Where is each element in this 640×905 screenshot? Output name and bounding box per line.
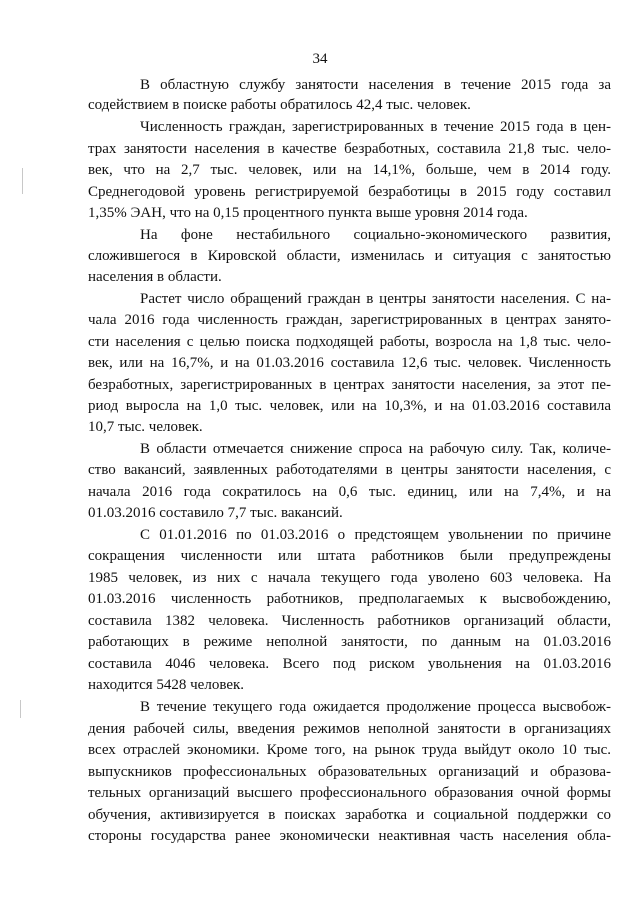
paragraph-line: сложившегося в Кировской области, изменилась и ситуация с занятостью (88, 248, 611, 264)
paragraph-line: начала 2016 года сократилось на 0,6 тыс. единиц, или на 7,4%, и на (88, 484, 611, 500)
paragraph-line: выпускников профессиональных образовательных организаций и образова- (88, 764, 611, 780)
paragraph-line: населения в области. (88, 269, 222, 285)
paragraph-line: 1985 человек, из них с начала текущего года уволено 603 человека. На (88, 570, 611, 586)
paragraph-line: Растет число обращений граждан в центры занятости населения. С на- (140, 291, 611, 307)
paragraph-line: составила 4046 человека. Всего под риском увольнения на 01.03.2016 (88, 656, 611, 672)
paragraph-line: стороны государства ранее экономически неактивная часть населения обла- (88, 828, 611, 844)
paragraph-line: работающих в режиме неполной занятости, по данным на 01.03.2016 (88, 634, 611, 650)
paragraph-line: век, что на 2,7 тыс. человек, или на 14,1%, больше, чем в 2014 году. (88, 162, 611, 178)
paragraph-line: 01.03.2016 численность работников, предполагаемых к высвобождению, (88, 591, 611, 607)
paragraph-line: находится 5428 человек. (88, 677, 245, 693)
paragraph-line: всех отраслей экономики. Кроме того, на рынок труда выйдут около 10 тыс. (88, 742, 611, 758)
paragraph-line: риод выросла на 1,0 тыс. человек, или на 10,3%, и на 01.03.2016 составила (88, 398, 611, 414)
paragraph-line: трах занятости населения в качестве безработных, составила 21,8 тыс. чело- (88, 141, 611, 157)
paragraph-line: 10,7 тыс. человек. (88, 419, 203, 435)
paragraph-line: обучения, активизируется в поисках заработка и социальной поддержки со (88, 807, 611, 823)
scan-artifact (22, 168, 23, 194)
paragraph-line: дения рабочей силы, введения режимов неполной занятости в организациях (88, 721, 611, 737)
paragraph-line: С 01.01.2016 по 01.03.2016 о предстоящем увольнении по причине (140, 527, 611, 543)
paragraph-line: В областную службу занятости населения в течение 2015 года за (140, 77, 611, 93)
paragraph-line: век, или на 16,7%, и на 01.03.2016 составила 12,6 тыс. человек. Численность (88, 355, 611, 371)
paragraph-line: безработных, зарегистрированных в центрах занятости населения, за этот пе- (88, 377, 611, 393)
paragraph-line: чала 2016 года численность граждан, зарегистрированных в центрах занято- (88, 312, 611, 328)
paragraph-line: тельных организаций высшего профессионального образования очной формы (88, 785, 611, 801)
scan-artifact (20, 700, 21, 718)
page-number: 34 (312, 51, 328, 67)
paragraph-line: ство вакансий, заявленных работодателями в центры занятости населения, с (88, 462, 611, 478)
paragraph-line: Численность граждан, зарегистрированных в течение 2015 года в цен- (140, 119, 611, 135)
paragraph-line: Среднегодовой уровень регистрируемой безработицы в 2015 году составил (88, 184, 611, 200)
paragraph-line: В течение текущего года ожидается продолжение процесса высвобож- (140, 699, 611, 715)
paragraph-line: составила 1382 человека. Численность работников организаций области, (88, 613, 611, 629)
paragraph-line: сокращения численности или штата работников были предупреждены (88, 548, 611, 564)
paragraph-line: содействием в поиске работы обратилось 42,4 тыс. человек. (88, 97, 471, 113)
paragraph-line: 1,35% ЭАН, что на 0,15 процентного пункта выше уровня 2014 года. (88, 205, 528, 221)
paragraph-line: 01.03.2016 составило 7,7 тыс. вакансий. (88, 505, 343, 521)
paragraph-line: В области отмечается снижение спроса на рабочую силу. Так, количе- (140, 441, 611, 457)
paragraph-line: На фоне нестабильного социально-экономического развития, (140, 227, 611, 243)
paragraph-line: сти населения с целью поиска подходящей работы, возросла на 1,8 тыс. чело- (88, 334, 611, 350)
